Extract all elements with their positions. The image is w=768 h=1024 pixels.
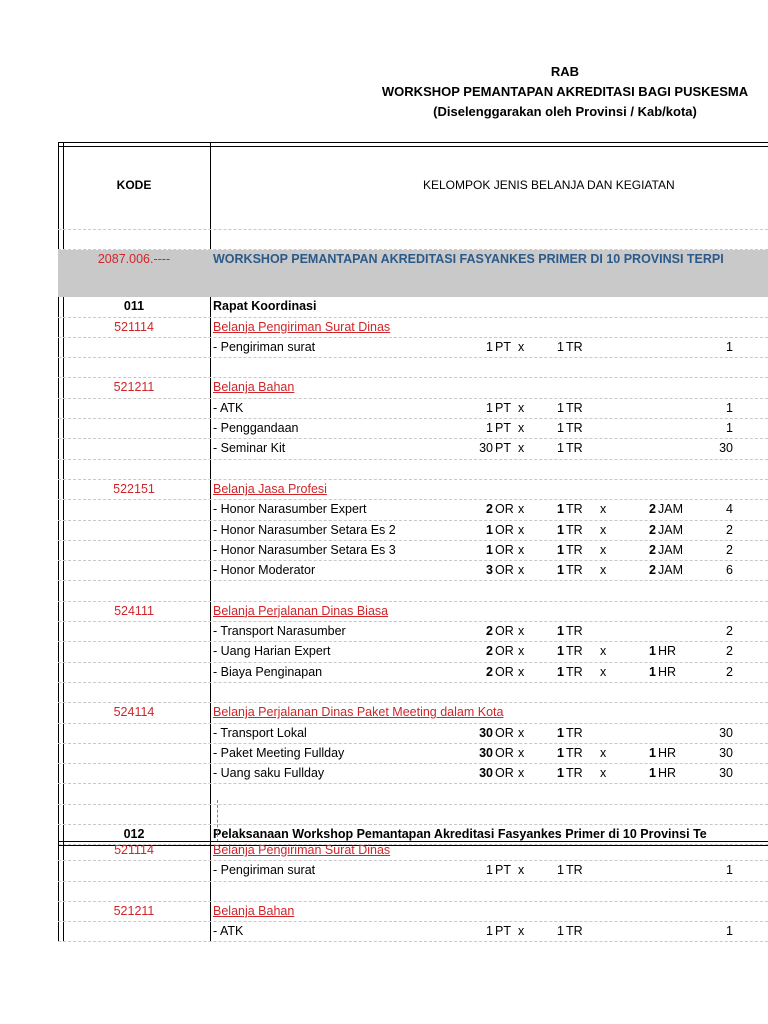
table-row: [58, 861, 768, 881]
qty-1: 1: [486, 339, 493, 354]
unit-1: OR: [495, 542, 514, 557]
unit-3: JAM: [658, 522, 683, 537]
qty-2: 1: [557, 664, 564, 679]
sub-activity-code: 012: [123, 827, 145, 842]
volume-total: 6: [726, 563, 733, 578]
multiply-sign: x: [600, 745, 607, 760]
unit-3: JAM: [658, 502, 683, 517]
multiply-sign: x: [518, 400, 525, 415]
qty-1: 2: [486, 502, 493, 517]
qty-1: 1: [486, 421, 493, 436]
unit-2: TR: [566, 745, 583, 760]
volume-total: 30: [719, 441, 733, 456]
table-row: [58, 724, 768, 744]
qty-1: 2: [486, 624, 493, 639]
rab-table: [58, 142, 768, 845]
volume-total: 30: [719, 745, 733, 760]
unit-3: HR: [658, 766, 677, 781]
qty-2: 1: [557, 502, 564, 517]
multiply-sign: x: [518, 745, 525, 760]
item-description: - Paket Meeting Fullday: [213, 745, 345, 760]
table-row: [58, 378, 768, 398]
unit-2: TR: [566, 624, 583, 639]
item-description: - Seminar Kit: [213, 441, 286, 456]
qty-3: 1: [649, 745, 656, 760]
unit-2: TR: [566, 664, 583, 679]
item-description: - Penggandaan: [213, 421, 299, 436]
account-name: Belanja Bahan: [213, 903, 295, 918]
multiply-sign: x: [600, 664, 607, 679]
table-row: [58, 663, 768, 683]
unit-1: OR: [495, 766, 514, 781]
item-description: - ATK: [213, 924, 244, 939]
unit-2: TR: [566, 725, 583, 740]
volume-total: 1: [726, 924, 733, 939]
table-row: [58, 439, 768, 459]
unit-1: OR: [495, 644, 514, 659]
unit-1: PT: [495, 339, 511, 354]
unit-1: OR: [495, 624, 514, 639]
qty-2: 1: [557, 725, 564, 740]
volume-total: 2: [726, 542, 733, 557]
multiply-sign: x: [518, 624, 525, 639]
qty-1: 1: [486, 522, 493, 537]
qty-3: 2: [649, 542, 656, 557]
multiply-sign: x: [600, 502, 607, 517]
multiply-sign: x: [518, 542, 525, 557]
unit-2: TR: [566, 502, 583, 517]
account-code: 521114: [114, 319, 154, 334]
rab-table-continued: [58, 841, 768, 942]
blank-row: [58, 460, 768, 480]
unit-1: PT: [495, 421, 511, 436]
account-name: Belanja Pengiriman Surat Dinas: [213, 319, 391, 334]
unit-1: OR: [495, 522, 514, 537]
table-row: [58, 744, 768, 764]
volume-total: 2: [726, 624, 733, 639]
table-row: [58, 622, 768, 642]
unit-1: OR: [495, 563, 514, 578]
account-code: 521211: [113, 903, 155, 918]
multiply-sign: x: [600, 766, 607, 781]
item-description: - Uang saku Fullday: [213, 766, 325, 781]
account-name: Belanja Jasa Profesi: [213, 481, 327, 496]
account-code: 524114: [113, 705, 155, 720]
qty-1: 1: [486, 924, 493, 939]
account-code: 524111: [114, 603, 154, 618]
multiply-sign: x: [518, 725, 525, 740]
qty-3: 2: [649, 563, 656, 578]
qty-2: 1: [557, 563, 564, 578]
unit-2: TR: [566, 766, 583, 781]
account-name: Belanja Perjalanan Dinas Biasa: [213, 603, 389, 618]
qty-2: 1: [557, 339, 564, 354]
item-description: - Pengiriman surat: [213, 863, 316, 878]
table-row: [58, 419, 768, 439]
multiply-sign: x: [518, 563, 525, 578]
column-header-kode: KODE: [116, 178, 152, 192]
qty-3: 1: [649, 664, 656, 679]
table-row: [58, 399, 768, 419]
blank-row: [58, 358, 768, 378]
blank-row: [58, 683, 768, 703]
multiply-sign: x: [600, 644, 607, 659]
account-name: Belanja Bahan: [213, 380, 295, 395]
table-row: [58, 602, 768, 622]
table-row: [58, 642, 768, 662]
item-description: - Honor Narasumber Setara Es 3: [213, 542, 396, 557]
item-description: - Transport Narasumber: [213, 624, 346, 639]
unit-1: OR: [495, 664, 514, 679]
account-code: 521114: [114, 843, 154, 857]
table-header: [58, 142, 768, 230]
qty-1: 30: [479, 725, 493, 740]
table-row: [58, 250, 768, 297]
unit-3: HR: [658, 745, 677, 760]
account-code: 521211: [113, 380, 155, 395]
volume-total: 1: [726, 339, 733, 354]
table-row: [58, 500, 768, 520]
qty-2: 1: [557, 624, 564, 639]
unit-1: OR: [495, 745, 514, 760]
sub-activity-title: Rapat Koordinasi: [213, 299, 317, 314]
multiply-sign: x: [518, 441, 525, 456]
unit-3: JAM: [658, 563, 683, 578]
qty-2: 1: [557, 400, 564, 415]
table-row: [58, 297, 768, 317]
unit-2: TR: [566, 421, 583, 436]
table-row: [58, 841, 768, 861]
doc-title-rab: RAB: [550, 64, 580, 79]
unit-2: TR: [566, 563, 583, 578]
table-row: [58, 521, 768, 541]
item-description: - ATK: [213, 400, 244, 415]
volume-total: 2: [726, 522, 733, 537]
qty-3: 1: [649, 766, 656, 781]
sub-activity-title: Pelaksanaan Workshop Pemantapan Akreditasi Fasyankes Primer di 10 Provinsi Te: [213, 827, 707, 842]
qty-2: 1: [557, 745, 564, 760]
table-row: [58, 764, 768, 784]
table-row: [58, 318, 768, 338]
qty-1: 1: [486, 542, 493, 557]
account-name: Belanja Perjalanan Dinas Paket Meeting dalam Kota: [213, 705, 504, 720]
volume-total: 2: [726, 644, 733, 659]
qty-2: 1: [557, 644, 564, 659]
item-description: - Honor Narasumber Expert: [213, 502, 367, 517]
volume-total: 1: [726, 863, 733, 878]
multiply-sign: x: [518, 644, 525, 659]
unit-2: TR: [566, 441, 583, 456]
multiply-sign: x: [600, 542, 607, 557]
multiply-sign: x: [518, 502, 525, 517]
unit-2: TR: [566, 924, 583, 939]
table-row: [58, 541, 768, 561]
table-row: [58, 902, 768, 922]
multiply-sign: x: [518, 863, 525, 878]
volume-total: 4: [726, 502, 733, 517]
qty-1: 2: [486, 644, 493, 659]
blank-row: [58, 784, 768, 804]
account-code: 522151: [113, 481, 155, 496]
qty-1: 1: [486, 400, 493, 415]
qty-1: 30: [479, 766, 493, 781]
multiply-sign: x: [518, 421, 525, 436]
unit-1: OR: [495, 725, 514, 740]
table-row: [58, 703, 768, 723]
qty-2: 1: [557, 863, 564, 878]
table-row: [58, 561, 768, 581]
item-description: - Biaya Penginapan: [213, 664, 323, 679]
blank-row: [58, 805, 768, 825]
sub-activity-code: 011: [123, 299, 145, 314]
unit-2: TR: [566, 863, 583, 878]
unit-3: JAM: [658, 542, 683, 557]
multiply-sign: x: [518, 522, 525, 537]
doc-subtitle: (Diselenggarakan oleh Provinsi / Kab/kota): [433, 104, 697, 119]
unit-2: TR: [566, 644, 583, 659]
blank-row: [58, 230, 768, 250]
table-row: [58, 480, 768, 500]
volume-total: 1: [726, 421, 733, 436]
unit-2: TR: [566, 400, 583, 415]
multiply-sign: x: [518, 664, 525, 679]
unit-1: OR: [495, 502, 514, 517]
table-row: [58, 338, 768, 358]
multiply-sign: x: [600, 522, 607, 537]
activity-title: WORKSHOP PEMANTAPAN AKREDITASI FASYANKES PRIMER DI 10 PROVINSI TERPI: [213, 252, 724, 267]
unit-2: TR: [566, 522, 583, 537]
qty-3: 2: [649, 502, 656, 517]
qty-2: 1: [557, 441, 564, 456]
unit-1: PT: [495, 924, 511, 939]
qty-1: 30: [479, 745, 493, 760]
volume-total: 30: [719, 766, 733, 781]
doc-title-workshop: WORKSHOP PEMANTAPAN AKREDITASI BAGI PUSKESMA: [381, 84, 749, 99]
unit-1: PT: [495, 441, 511, 456]
item-description: - Transport Lokal: [213, 725, 307, 740]
qty-2: 1: [557, 924, 564, 939]
item-description: - Pengiriman surat: [213, 339, 316, 354]
qty-1: 2: [486, 664, 493, 679]
qty-1: 30: [479, 441, 493, 456]
volume-total: 2: [726, 664, 733, 679]
multiply-sign: x: [600, 563, 607, 578]
unit-3: HR: [658, 644, 677, 659]
qty-2: 1: [557, 421, 564, 436]
unit-1: PT: [495, 863, 511, 878]
multiply-sign: x: [518, 339, 525, 354]
activity-code: 2087.006.----: [97, 252, 171, 267]
volume-total: 1: [726, 400, 733, 415]
item-description: - Uang Harian Expert: [213, 644, 331, 659]
unit-2: TR: [566, 339, 583, 354]
blank-row: [58, 882, 768, 902]
qty-3: 2: [649, 522, 656, 537]
item-description: - Honor Moderator: [213, 563, 316, 578]
unit-3: HR: [658, 664, 677, 679]
qty-2: 1: [557, 522, 564, 537]
qty-2: 1: [557, 766, 564, 781]
table-row: [58, 922, 768, 942]
unit-1: PT: [495, 400, 511, 415]
item-description: - Honor Narasumber Setara Es 2: [213, 522, 396, 537]
column-header-jenis: KELOMPOK JENIS BELANJA DAN KEGIATAN: [423, 178, 675, 192]
volume-total: 30: [719, 725, 733, 740]
blank-row: [58, 581, 768, 601]
account-name: Belanja Pengiriman Surat Dinas: [213, 843, 391, 857]
qty-3: 1: [649, 644, 656, 659]
qty-1: 1: [486, 863, 493, 878]
qty-1: 3: [486, 563, 493, 578]
qty-2: 1: [557, 542, 564, 557]
multiply-sign: x: [518, 924, 525, 939]
multiply-sign: x: [518, 766, 525, 781]
unit-2: TR: [566, 542, 583, 557]
